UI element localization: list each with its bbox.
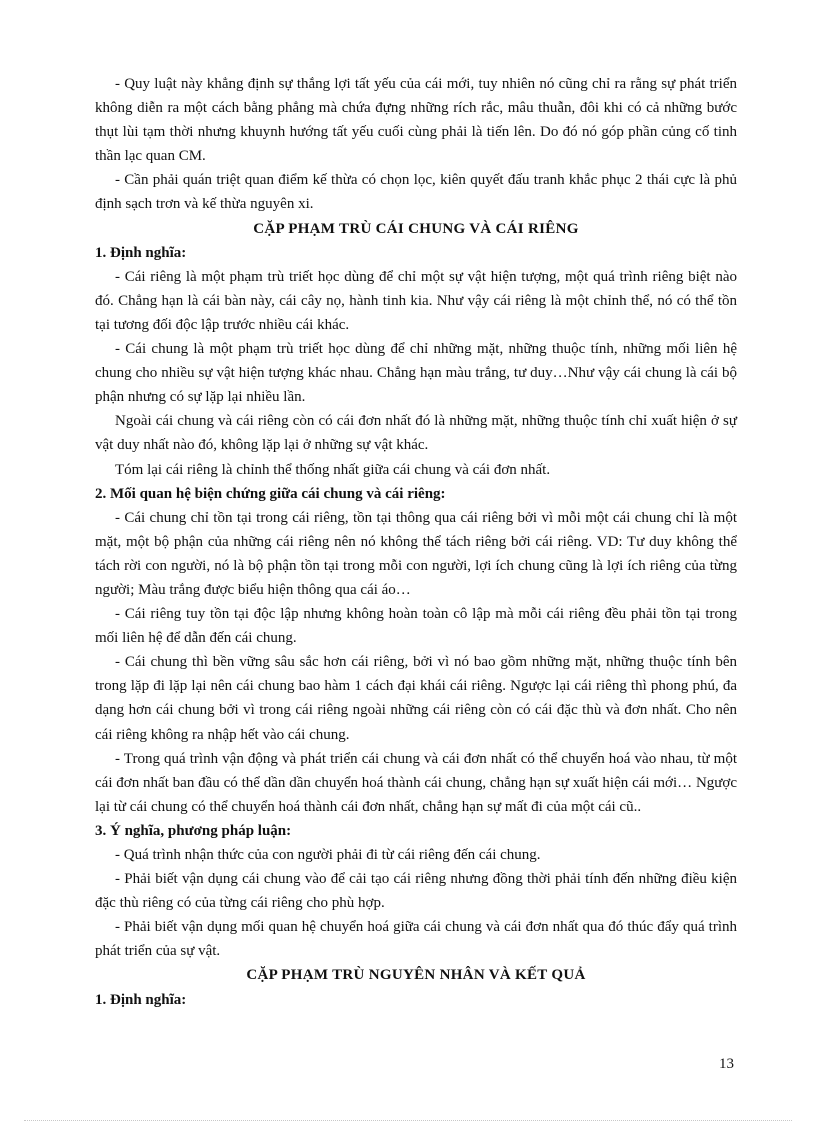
paragraph: Ngoài cái chung và cái riêng còn có cái đơn nhất đó là những mặt, những thuộc tính chỉ xuất hiện ở sự vật duy nhất nào đó, không lặp lại ở những sự vật khác. xyxy=(95,413,737,454)
paragraph: - Cái chung chỉ tồn tại trong cái riêng, tồn tại thông qua cái riêng bởi vì mỗi một cái chung chỉ là một mặt, một bộ phận của những cái riêng nên nó không thể tách riêng bởi cái riêng. VD: Tư duy không thể tách rời con người, nó là bộ phận tồn tại trong mỗi con người, lợi ích chung cũng là lợi ích riêng của từng người; Màu trắng được biểu hiện thông qua cái áo… xyxy=(95,509,737,598)
section-title: CẶP PHẠM TRÙ CÁI CHUNG VÀ CÁI RIÊNG xyxy=(253,220,579,237)
section-title: CẶP PHẠM TRÙ NGUYÊN NHÂN VÀ KẾT QUẢ xyxy=(246,967,586,984)
paragraph: - Cái riêng là một phạm trù triết học dùng để chỉ một sự vật hiện tượng, một quá trình riêng biệt nào đó. Chẳng hạn là cái bàn này, cái cây nọ, hành tinh kia. Như vậy cái riêng là một chỉnh thể, nó có thể tồn tại tương đối độc lập trước nhiều cái khác. xyxy=(95,268,737,333)
paragraph: - Cần phải quán triệt quan điểm kế thừa có chọn lọc, kiên quyết đấu tranh khắc phục 2 thái cực là phủ định sạch trơn và kế thừa nguyên xi. xyxy=(95,172,737,213)
paragraph: - Cái chung thì bền vững sâu sắc hơn cái riêng, bởi vì nó bao gồm những mặt, những thuộc tính bên trong lặp đi lặp lại nên cái chung bao hàm 1 cách đại khái cái riêng. Ngược lại cái riêng thì phong phú, đa dạng hơn cái chung bởi vì trong cái riêng ngoài những cái riêng còn có cái đặc thù và đơn nhất. Cho nên cái riêng không ra nhập hết vào cái chung. xyxy=(95,654,737,743)
paragraph: - Cái riêng tuy tồn tại độc lập nhưng không hoàn toàn cô lập mà mỗi cái riêng đều phải tồn tại trong mối liên hệ để dẫn đến cái chung. xyxy=(95,606,737,647)
page-bottom-divider xyxy=(24,1120,792,1121)
page-number: 13 xyxy=(719,1056,734,1072)
paragraph: - Quy luật này khẳng định sự thắng lợi tất yếu của cái mới, tuy nhiên nó cũng chỉ ra rằng sự phát triển không diễn ra một cách bằng phẳng mà chứa đựng những rích rắc, mâu thuẫn, đôi khi có cả những bước thụt lùi tạm thời nhưng khuynh hướng tất yếu cuối cùng phải là tiến lên. Do đó nó góp phần củng cố tinh thần lạc quan CM. xyxy=(95,76,737,165)
subsection-heading: 2. Mối quan hệ biện chứng giữa cái chung và cái riêng: xyxy=(95,485,446,502)
paragraph: Tóm lại cái riêng là chỉnh thể thống nhất giữa cái chung và cái đơn nhất. xyxy=(115,461,551,478)
subsection-heading: 1. Định nghĩa: xyxy=(95,244,187,261)
paragraph: - Phải biết vận dụng cái chung vào để cải tạo cái riêng nhưng đồng thời phải tính đến những điều kiện đặc thù riêng có của từng cái riêng cho phù hợp. xyxy=(95,871,737,912)
paragraph: - Quá trình nhận thức của con người phải đi từ cái riêng đến cái chung. xyxy=(115,847,541,863)
subsection-heading: 1. Định nghĩa: xyxy=(95,991,187,1008)
page-body xyxy=(95,72,737,1012)
paragraph: - Cái chung là một phạm trù triết học dùng để chỉ những mặt, những thuộc tính, những mối liên hệ chung cho nhiều sự vật hiện tượng khác nhau. Chẳng hạn màu trắng, tư duy…Như vậy cái chung là cái bộ phận nhưng có sự lặp lại nhiều lần. xyxy=(95,341,737,406)
subsection-heading: 3. Ý nghĩa, phương pháp luận: xyxy=(95,822,292,839)
paragraph: - Phải biết vận dụng mối quan hệ chuyển hoá giữa cái chung và cái đơn nhất qua đó thúc đẩy quá trình phát triển của sự vật. xyxy=(95,919,737,960)
paragraph: - Trong quá trình vận động và phát triển cái chung và cái đơn nhất có thể chuyển hoá vào nhau, từ một cái đơn nhất ban đầu có thể dần dần chuyển hoá thành cái chung, chẳng hạn sự xuất hiện cái mới… Ngược lại từ cái chung có thể chuyển hoá thành cái đơn nhất, chẳng hạn sự mất đi của một cái cũ.. xyxy=(95,750,737,815)
